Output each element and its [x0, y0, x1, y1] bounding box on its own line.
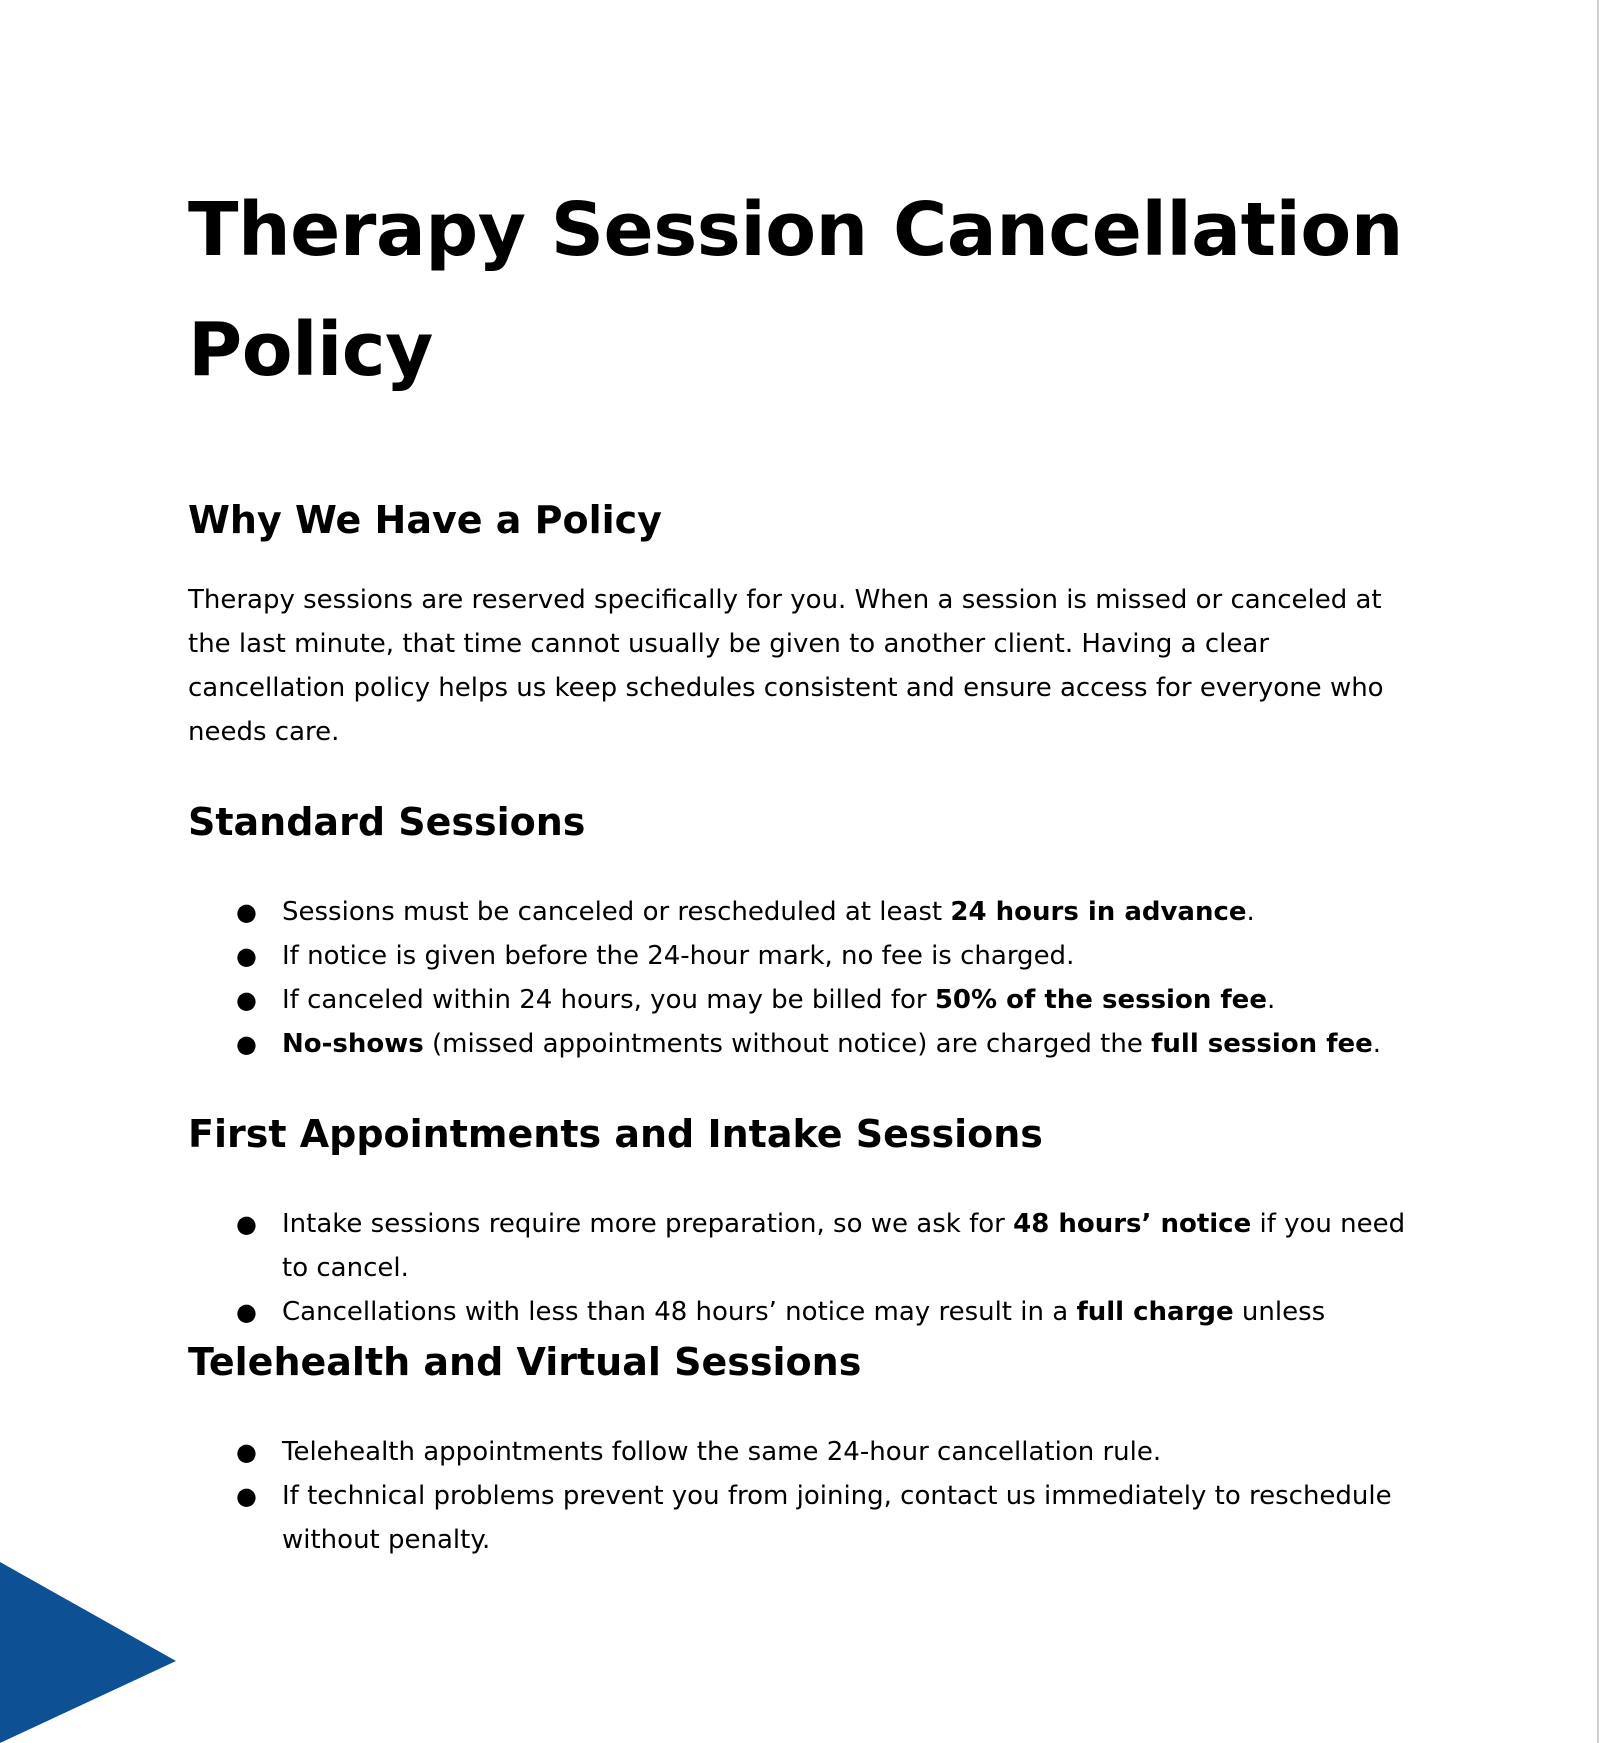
first-appointments-list [188, 1202, 1418, 1334]
list-item-text: unless [1233, 1297, 1326, 1327]
list-item-text: . [1372, 1029, 1382, 1059]
bullet-icon: ● [236, 986, 257, 1014]
list-item [188, 1430, 1418, 1474]
list-item-text: . [1266, 985, 1276, 1015]
list-item-text: . [1246, 897, 1255, 927]
list-item-text: If canceled within 24 hours, you may be billed for [282, 985, 935, 1015]
bullet-icon: ● [236, 1438, 257, 1466]
list-item-text: Telehealth appointments follow the same 24-hour cancellation rule. [282, 1437, 1162, 1467]
heading-telehealth: Telehealth and Virtual Sessions [188, 1340, 862, 1384]
list-item-bold: 24 hours in advance [950, 897, 1247, 927]
list-item [188, 934, 1418, 978]
heading-why-policy: Why We Have a Policy [188, 498, 662, 542]
list-item-text: If technical problems prevent you from joining, contact us immediately to reschedule without penalty. [282, 1481, 1392, 1555]
list-item-bold: full session fee [1151, 1029, 1373, 1059]
corner-triangle-icon [0, 1562, 176, 1743]
standard-sessions-list [188, 890, 1418, 1066]
list-item-text: Cancellations with less than 48 hours’ notice may result in a [282, 1297, 1077, 1327]
paragraph-why-policy: Therapy sessions are reserved specifically for you. When a session is missed or canceled at the last minute, that time cannot usually be given to another client. Having a clear cancellation policy helps us keep schedules consistent and ensure access for everyone who needs care. [188, 585, 1384, 747]
telehealth-list [188, 1430, 1418, 1562]
bullet-icon: ● [236, 1298, 257, 1326]
bullet-icon: ● [236, 1210, 257, 1238]
list-item-text: Intake sessions require more preparation, so we ask for [282, 1209, 1014, 1239]
list-item [188, 1290, 1418, 1334]
list-item-bold: full charge [1076, 1297, 1234, 1327]
heading-standard-sessions: Standard Sessions [188, 800, 586, 844]
list-item [188, 1474, 1418, 1562]
list-item-text: Sessions must be canceled or rescheduled at least [282, 897, 951, 927]
list-item-text: if you need to cancel. [282, 1209, 1406, 1283]
bullet-icon: ● [236, 1482, 257, 1510]
list-item-bold: No-shows [282, 1029, 424, 1059]
list-item [188, 890, 1418, 934]
bullet-icon: ● [236, 898, 257, 926]
bullet-icon: ● [236, 942, 257, 970]
document-content [188, 170, 1418, 1562]
list-item-bold: 50% of the session fee [934, 985, 1267, 1015]
corner-triangle-shape [0, 1562, 176, 1743]
list-item [188, 1022, 1418, 1066]
heading-first-appointments: First Appointments and Intake Sessions [188, 1112, 1043, 1156]
list-item [188, 1202, 1418, 1290]
list-item-text: (missed appointments without notice) are charged the [423, 1029, 1152, 1059]
bullet-icon: ● [236, 1030, 257, 1058]
document-title: Therapy Session Cancellation Policy [188, 187, 1403, 393]
list-item-text: If notice is given before the 24-hour mark, no fee is charged. [282, 941, 1075, 971]
list-item [188, 978, 1418, 1022]
list-item-bold: 48 hours’ notice [1013, 1209, 1252, 1239]
